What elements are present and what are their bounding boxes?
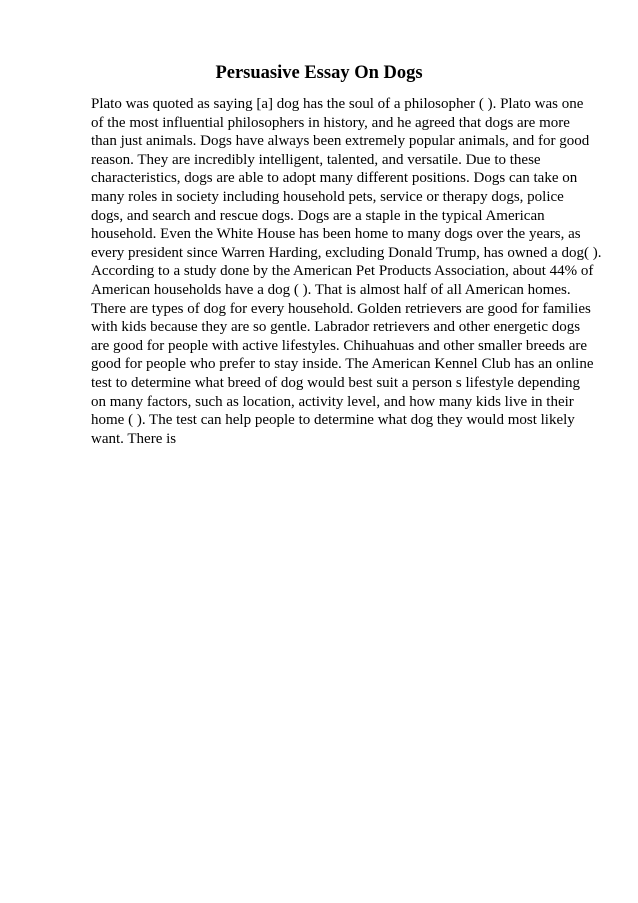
text-line: with kids because they are so gentle. Labrador retrievers and other energetic dogs <box>91 319 581 336</box>
essay-body <box>91 95 611 448</box>
text-line: many roles in society including household pets, service or therapy dogs, police <box>91 188 564 205</box>
text-line: good for people who prefer to stay inside. The American Kennel Club has an online <box>91 356 594 373</box>
text-line: household. Even the White House has been home to many dogs over the years, as <box>91 226 581 243</box>
text-line: on many factors, such as location, activity level, and how many kids live in their <box>91 393 574 410</box>
text-line: every president since Warren Harding, excluding Donald Trump, has owned a dog( ). <box>91 244 602 261</box>
text-line: of the most influential philosophers in history, and he agreed that dogs are more <box>91 114 570 131</box>
text-line: There are types of dog for every household. Golden retrievers are good for families <box>91 300 591 317</box>
text-line: characteristics, dogs are able to adopt many different positions. Dogs can take on <box>91 170 578 187</box>
text-line: dogs, and search and rescue dogs. Dogs are a staple in the typical American <box>91 207 545 224</box>
text-line: want. There is <box>91 430 177 447</box>
text-line: test to determine what breed of dog would best suit a person s lifestyle depending <box>91 374 581 391</box>
text-line: According to a study done by the American Pet Products Association, about 44% of <box>91 263 594 280</box>
text-line: home ( ). The test can help people to determine what dog they would most likely <box>91 412 575 429</box>
text-line: are good for people with active lifestyles. Chihuahuas and other smaller breeds are <box>91 337 588 354</box>
page-title: Persuasive Essay On Dogs <box>215 63 423 83</box>
text-line: than just animals. Dogs have always been extremely popular animals, and for good <box>91 133 590 150</box>
text-line: reason. They are incredibly intelligent, talented, and versatile. Due to these <box>91 151 541 168</box>
text-line: American households have a dog ( ). That is almost half of all American homes. <box>91 281 571 298</box>
text-line: Plato was quoted as saying [a] dog has the soul of a philosopher ( ). Plato was one <box>91 96 584 112</box>
